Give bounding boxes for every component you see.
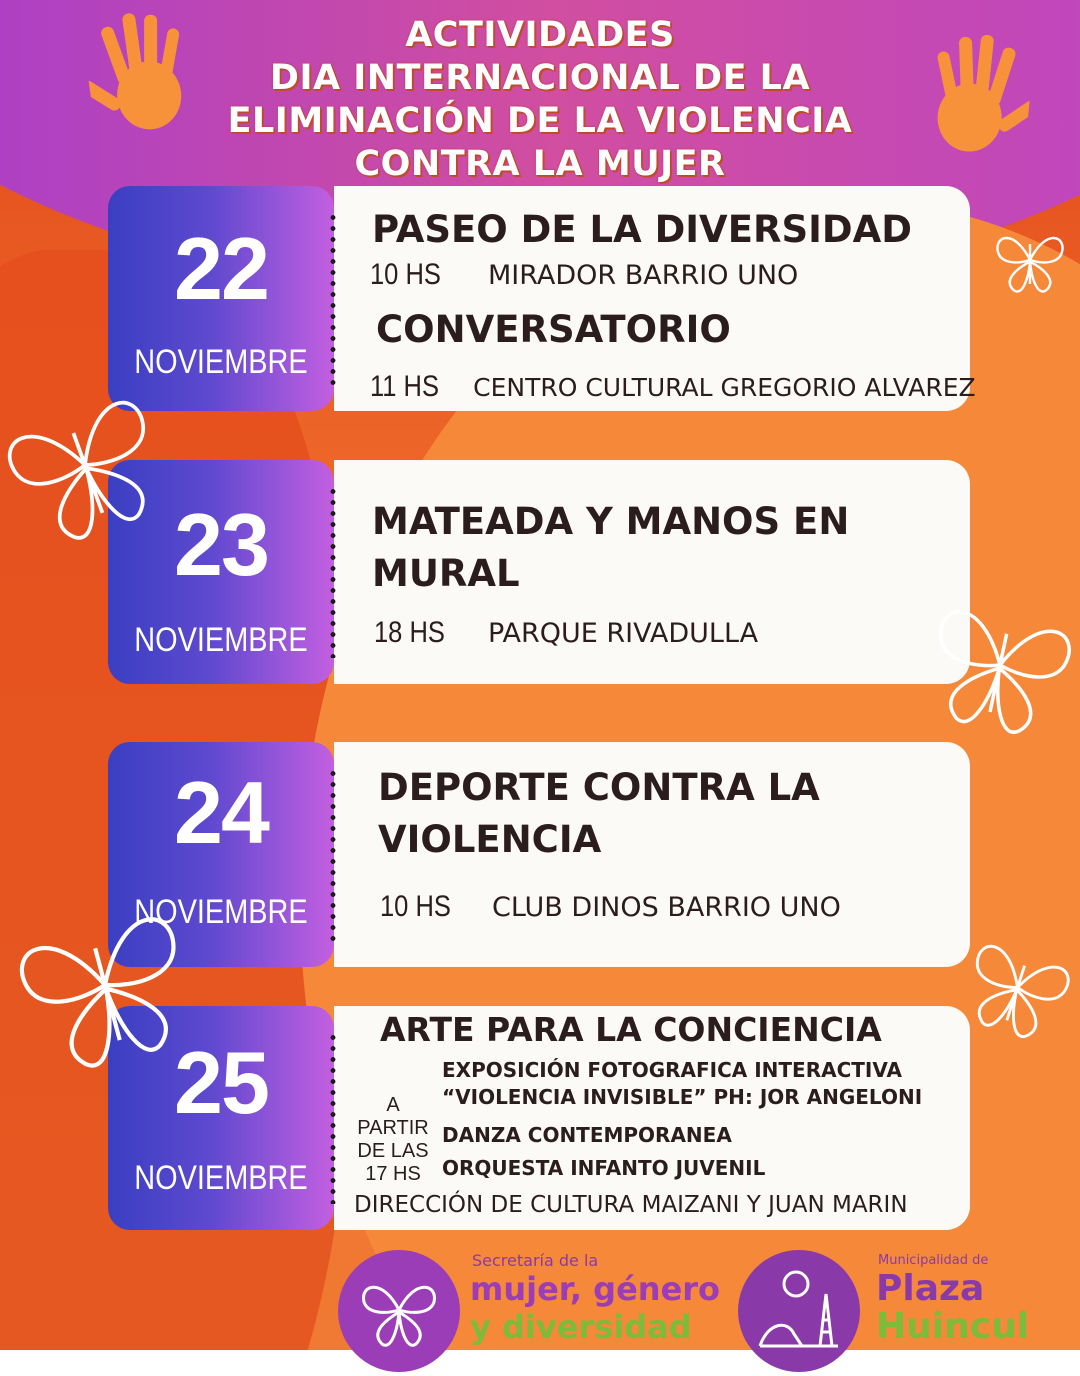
date-number: 23	[174, 495, 268, 594]
butterfly-outline-icon	[905, 570, 1080, 760]
butterfly-icon	[338, 1250, 460, 1372]
event-title-line-2: VIOLENCIA	[378, 818, 602, 861]
event-detail	[370, 370, 976, 404]
dotted-divider	[330, 768, 336, 941]
secretaria-name-line-2: y diversidad	[470, 1308, 692, 1346]
secretaria-name-line-1: mujer, género	[470, 1270, 721, 1308]
dotted-divider	[330, 486, 336, 658]
dotted-divider	[330, 1032, 336, 1204]
event-title: ARTE PARA LA CONCIENCIA	[380, 1010, 882, 1049]
event-time: 18 HS	[374, 616, 445, 649]
title-line-4: CONTRA LA MUJER	[354, 144, 726, 184]
event-title: CONVERSATORIO	[376, 308, 731, 351]
title-line-1: ACTIVIDADES	[405, 15, 675, 55]
activity-2: DANZA CONTEMPORANEA	[442, 1123, 732, 1147]
date-number: 22	[174, 219, 268, 318]
municipio-name-line-1: Plaza	[876, 1268, 985, 1309]
start-time-line-1: A PARTIR	[357, 1094, 429, 1139]
date-month: NOVIEMBRE	[134, 343, 308, 381]
date-month: NOVIEMBRE	[134, 621, 308, 659]
event-place: PARQUE RIVADULLA	[487, 618, 759, 649]
start-time-note	[354, 1094, 432, 1186]
dotted-divider	[330, 212, 336, 385]
title-line-2: DIA INTERNACIONAL DE LA	[269, 58, 811, 98]
event-card-22	[334, 186, 976, 411]
date-number: 24	[174, 763, 268, 862]
event-title-line-1: DEPORTE CONTRA LA	[378, 766, 820, 809]
event-time: 10 HS	[370, 258, 441, 291]
dinosaur-oil-derrick-icon	[738, 1250, 860, 1372]
date-month: NOVIEMBRE	[134, 893, 308, 931]
event-title: PASEO DE LA DIVERSIDAD	[372, 208, 912, 251]
activity-1-line-1: EXPOSICIÓN FOTOGRAFICA INTERACTIVA	[442, 1058, 902, 1082]
event-place: CENTRO CULTURAL GREGORIO ALVAREZ	[473, 373, 976, 402]
event-place: CLUB DINOS BARRIO UNO	[491, 892, 841, 923]
municipio-name-line-2: Huincul	[876, 1306, 1030, 1347]
event-detail	[380, 890, 841, 924]
date-number: 25	[174, 1033, 268, 1132]
page-title	[0, 14, 1080, 186]
event-time: 10 HS	[380, 890, 451, 923]
event-card-23	[334, 460, 970, 684]
municipio-label: Municipalidad de	[878, 1253, 989, 1268]
event-title-line-2: MURAL	[372, 552, 520, 595]
event-detail	[374, 616, 758, 650]
activity-3: ORQUESTA INFANTO JUVENIL	[442, 1156, 766, 1180]
start-time-line-3: 17 HS	[365, 1163, 421, 1185]
date-month: NOVIEMBRE	[134, 1159, 308, 1197]
event-title-line-1: MATEADA Y MANOS EN	[372, 500, 850, 543]
event-place: DIRECCIÓN DE CULTURA MAIZANI Y JUAN MARIN	[354, 1192, 908, 1218]
activity-1-line-2: “VIOLENCIA INVISIBLE” PH: JOR ANGELONI	[442, 1085, 923, 1109]
butterfly-outline-icon	[990, 220, 1070, 300]
event-card-25	[334, 1006, 970, 1230]
title-line-3: ELIMINACIÓN DE LA VIOLENCIA	[227, 101, 853, 141]
event-place: MIRADOR BARRIO UNO	[487, 260, 799, 291]
secretaria-label: Secretaría de la	[472, 1251, 599, 1270]
event-time: 11 HS	[370, 370, 439, 403]
event-card-24	[334, 742, 970, 967]
event-detail	[370, 258, 798, 292]
start-time-line-2: DE LAS	[357, 1140, 429, 1162]
